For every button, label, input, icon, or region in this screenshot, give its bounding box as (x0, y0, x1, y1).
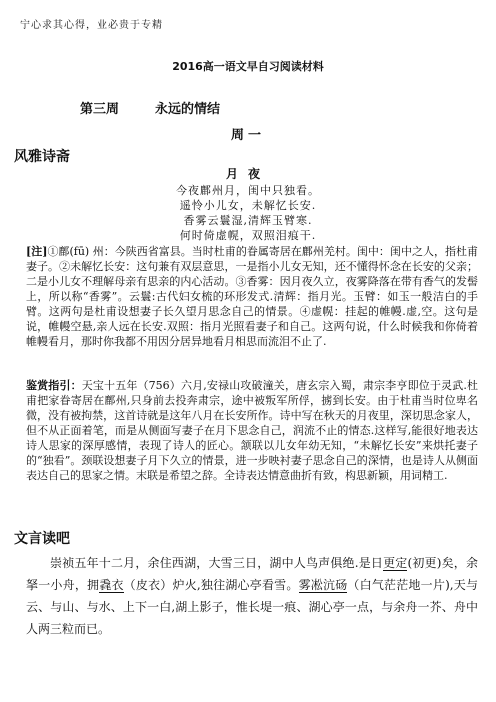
section-heading-poetry: 风雅诗斋 (14, 149, 70, 165)
poem-title: 月夜 (225, 167, 270, 181)
passage-text: 崇祯五年十二月，余住西湖，大雪三日，湖中人鸟声俱绝.是日 (50, 556, 384, 570)
header-motto: 宁心求其心得，业必贵于专精 (20, 20, 163, 31)
week-heading (80, 98, 220, 117)
day-heading: 周一 (230, 128, 265, 143)
document-title: 2016高一语文早自习阅读材料 (172, 60, 324, 73)
week-theme: 永远的情结 (155, 102, 221, 117)
passage-text: （皮衣）炉火,独往湖心亭看雪。 (123, 578, 299, 592)
classical-passage (26, 552, 478, 640)
appreciation-label: 鉴赏指引： (26, 379, 82, 392)
appreciation-text: 天宝十五年（756）六月,安禄山攻破潼关，唐玄宗入蜀，肃宗李亨即位于灵武.杜甫把家眷寄居在鄜州,只身前去投奔肃宗，途中被叛军所俘，掳到长安。由于杜甫当时位卑名微，没有被拘禁，这首诗就是这年八月在长安所作。诗中写在秋天的月夜里，深切思念家人，但不从正面着笔，而是从侧面写妻子在月下思念自己，润流不止的情态.这样写,能很好地表达诗人思家的深厚感情，表现了诗人的匠心。颔联以儿女年幼无知，“未解忆长安”来烘托妻子的“独看”。颈联设想妻子月下久立的情景，进一步映衬妻子思念自己的深情，也是诗人从侧面表达自己的思家之情。末联是希望之辞。全诗表达情意曲折有致，构思新颖，用词精工. (26, 379, 478, 482)
notes-text: ①鄜(fū) 州：今陕西省富县。当时杜甫的眷属寄居在鄜州羌村。闺中：闺中之人，指杜甫妻子。②未解忆长安：这句兼有双层意思，一是指小儿女无知，还不懂得怀念在长安的父亲；二是小儿女不理解母亲有思亲的内心活动。③香雾：因月夜久立，夜雾降落在带有香气的发髻上，所以称“香雾”。云鬟:古代妇女梳的环形发式.清辉：指月光。玉臂：如玉一般洁白的手臂。这两句是杜甫设想妻子长久望月思念自己的情景。④虚幌：挂起的帷幔.虚,空。这句是说，帷幔空悬,亲人远在长安.双照：指月光照看妻子和自己。这两句说，什么时候我和你倚着帷幔看月，那时你我都不用因分居异地看月相思而流泪不止了. (26, 245, 478, 348)
appreciation-guide (26, 378, 478, 483)
poem-line: 遥怜小儿女，未解忆长安. (179, 199, 317, 212)
underlined-term: 毳衣 (99, 578, 124, 592)
passage-text: (初更)矣，余拏一小舟，拥 (26, 556, 478, 592)
poem-line: 何时倚虚幌，双照泪痕干. (179, 229, 317, 242)
passage-text: （白气茫茫地一片),天与云、与山、与水、上下一白,湖上影子，惟长堤一痕、湖心亭一点，与余舟一芥、舟中人两三粒而已。 (26, 578, 478, 636)
notes-label: [注] (26, 245, 48, 258)
week-label: 第三周 (80, 102, 120, 117)
section-heading-classical: 文言读吧 (14, 531, 70, 547)
underlined-term: 更定 (383, 556, 408, 570)
poem-line: 今夜鄜州月，闺中只独看。 (176, 184, 320, 197)
underlined-term: 雾凇沆砀 (298, 578, 348, 592)
poem-line: 香雾云鬟湿,清辉玉臂寒. (183, 214, 313, 227)
poem-notes (26, 244, 478, 349)
